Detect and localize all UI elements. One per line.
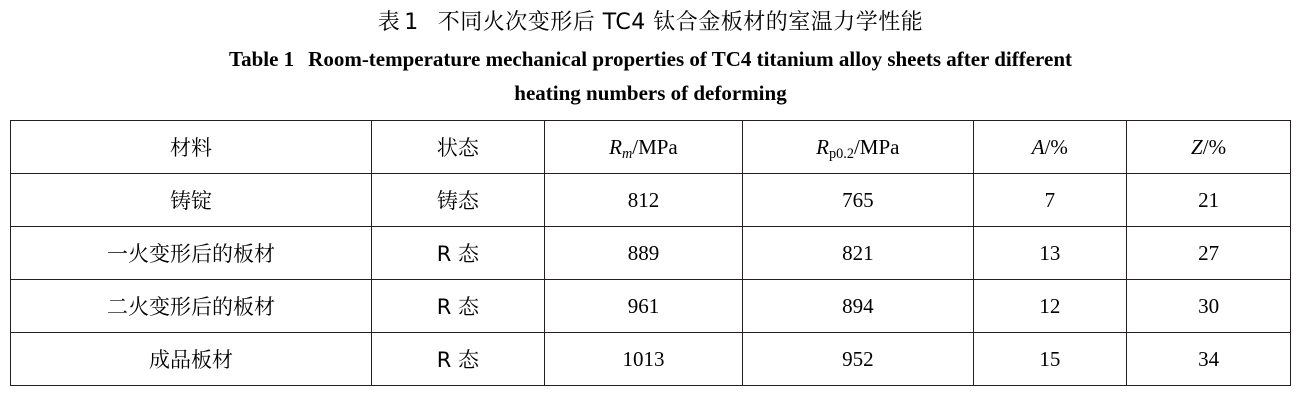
caption-english (0, 38, 1301, 110)
table-header (11, 121, 1291, 174)
cell-rm: 889 (544, 227, 742, 280)
cell-rm: 812 (544, 174, 742, 227)
header-state: 状态 (371, 121, 544, 174)
caption-english-line1: Room-temperature mechanical properties of TC4 titanium alloy sheets after different (308, 47, 1072, 71)
table-body (11, 174, 1291, 386)
cell-elongation: 13 (973, 227, 1127, 280)
table-row (11, 280, 1291, 333)
caption-chinese (0, 0, 1301, 38)
cell-elongation: 15 (973, 333, 1127, 386)
header-rm-symbol: R (609, 134, 622, 159)
cell-rm: 1013 (544, 333, 742, 386)
cell-elongation: 7 (973, 174, 1127, 227)
header-rp02-unit: /MPa (853, 134, 900, 159)
cell-material: 铸锭 (11, 174, 372, 227)
cell-material: 二火变形后的板材 (11, 280, 372, 333)
header-reduction-unit: /% (1202, 134, 1227, 159)
table-row (11, 333, 1291, 386)
cell-state: R 态 (371, 333, 544, 386)
caption-chinese-label: 表 (377, 10, 401, 35)
table-row (11, 174, 1291, 227)
caption-english-label: Table 1 (228, 47, 295, 71)
header-reduction (1127, 121, 1291, 174)
header-material: 材料 (11, 121, 372, 174)
header-rm (544, 121, 742, 174)
cell-reduction: 21 (1127, 174, 1291, 227)
header-rp02 (743, 121, 973, 174)
cell-material: 成品板材 (11, 333, 372, 386)
header-elongation-unit: /% (1044, 134, 1068, 159)
cell-rp02: 952 (743, 333, 973, 386)
header-rp02-symbol: R (816, 134, 829, 159)
cell-elongation: 12 (973, 280, 1127, 333)
header-reduction-symbol: Z (1191, 134, 1203, 159)
cell-rp02: 894 (743, 280, 973, 333)
cell-rp02: 765 (743, 174, 973, 227)
cell-state: R 态 (371, 280, 544, 333)
cell-state: 铸态 (371, 174, 544, 227)
header-elongation (973, 121, 1127, 174)
header-rm-unit: /MPa (632, 134, 678, 159)
cell-reduction: 34 (1127, 333, 1291, 386)
cell-reduction: 27 (1127, 227, 1291, 280)
table-header-row (11, 121, 1291, 174)
cell-material: 一火变形后的板材 (11, 227, 372, 280)
table-row (11, 227, 1291, 280)
caption-chinese-title: 不同火次变形后 TC4 钛合金板材的室温力学性能 (437, 10, 924, 35)
cell-state: R 态 (371, 227, 544, 280)
header-elongation-symbol: A (1031, 134, 1045, 159)
cell-rp02: 821 (743, 227, 973, 280)
cell-reduction: 30 (1127, 280, 1291, 333)
cell-rm: 961 (544, 280, 742, 333)
header-rp02-subscript: p0.2 (829, 145, 854, 162)
caption-chinese-number: 1 (404, 10, 419, 35)
header-rm-subscript: m (621, 145, 633, 162)
caption-english-line2: heating numbers of deforming (514, 81, 787, 105)
properties-table (10, 120, 1291, 386)
